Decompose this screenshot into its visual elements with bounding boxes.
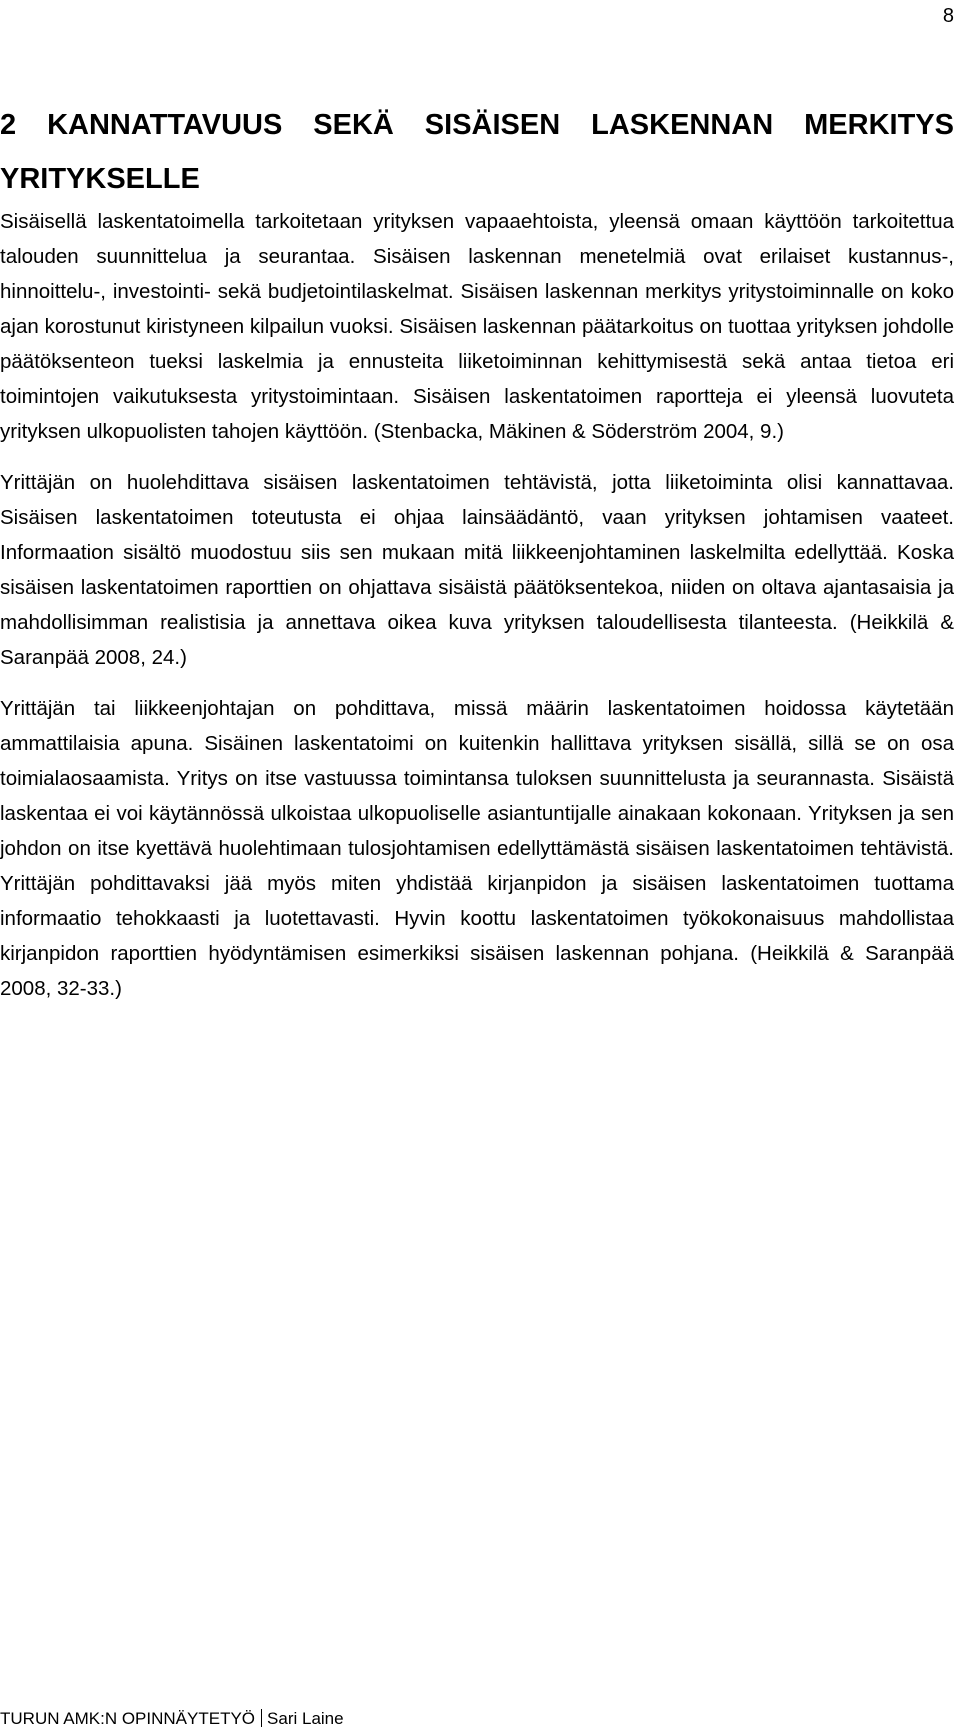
paragraph-3: Yrittäjän tai liikkeenjohtajan on pohdittava, missä määrin laskentatoimen hoidossa käytetään ammattilaisia apuna. Sisäinen laskentatoimi on kuitenkin hallittava yrityksen sisällä, sillä se on osa toimialaosaamista. Yritys on itse vastuussa toimintansa tuloksen suunnittelusta ja seurannasta. Sisäistä laskentaa ei voi käytännössä ulkoistaa ulkopuoliselle asiantuntijalle ainakaan kokonaan. Yrityksen ja sen johdon on itse kyettävä huolehtimaan tulosjohtamisen edellyttämästä sisäisen laskentatoimen tehtävistä. Yrittäjän pohdittavaksi jää myös miten yhdistää kirjanpidon ja sisäisen laskentatoimen tuottama informaatio tehokkaasti ja luotettavasti. Hyvin koottu laskentatoimen työkokonaisuus mahdollistaa kirjanpidon raporttien hyödyntämisen esimerkiksi sisäisen laskennan pohjana. (Heikkilä & Saranpää 2008, 32-33.)	[0, 697, 954, 1000]
paragraph-1: Sisäisellä laskentatoimella tarkoitetaan yrityksen vapaaehtoista, yleensä omaan käyttöön tarkoitettua talouden suunnittelua ja seurantaa. Sisäisen laskennan menetelmiä ovat erilaiset kustannus-, hinnoittelu-, investointi- sekä budjetointilaskelmat. Sisäisen laskennan merkitys yritystoiminnalle on koko ajan korostunut kiristyneen kilpailun vuoksi. Sisäisen laskennan päätarkoitus on tuottaa yrityksen johdolle päätöksenteon tueksi laskelmia ja ennusteita liiketoiminnan kehittymisestä sekä antaa tietoa eri toimintojen vaikutuksesta yritystoimintaan. Sisäisen laskentatoimen raportteja ei yleensä luovuteta yrityksen ulkopuolisten tahojen käyttöön. (Stenbacka, Mäkinen & Söderström 2004, 9.)	[0, 210, 954, 443]
footer-author: Sari Laine	[267, 1709, 344, 1728]
footer-separator	[261, 1709, 262, 1727]
footer-series: TURUN AMK:N OPINNÄYTETYÖ	[0, 1709, 256, 1728]
chapter-heading: 2 KANNATTAVUUS SEKÄ SISÄISEN LASKENNAN MERKITYS YRITYKSELLE	[0, 109, 954, 195]
main-content	[0, 98, 954, 1006]
page-footer	[0, 1707, 344, 1731]
paragraph-2: Yrittäjän on huolehdittava sisäisen laskentatoimen tehtävistä, jotta liiketoiminta olisi kannattavaa. Sisäisen laskentatoimen toteutusta ei ohjaa lainsäädäntö, vaan yrityksen johtamisen vaateet. Informaation sisältö muodostuu siis sen mukaan mitä liikkeenjohtaminen laskelmilta edellyttää. Koska sisäisen laskentatoimen raporttien on ohjattava sisäistä päätöksentekoa, niiden on oltava ajantasaisia ja mahdollisimman realistisia ja annettava oikea kuva yrityksen taloudellisesta tilanteesta. (Heikkilä & Saranpää 2008, 24.)	[0, 471, 954, 669]
page-number: 8	[942, 5, 954, 27]
